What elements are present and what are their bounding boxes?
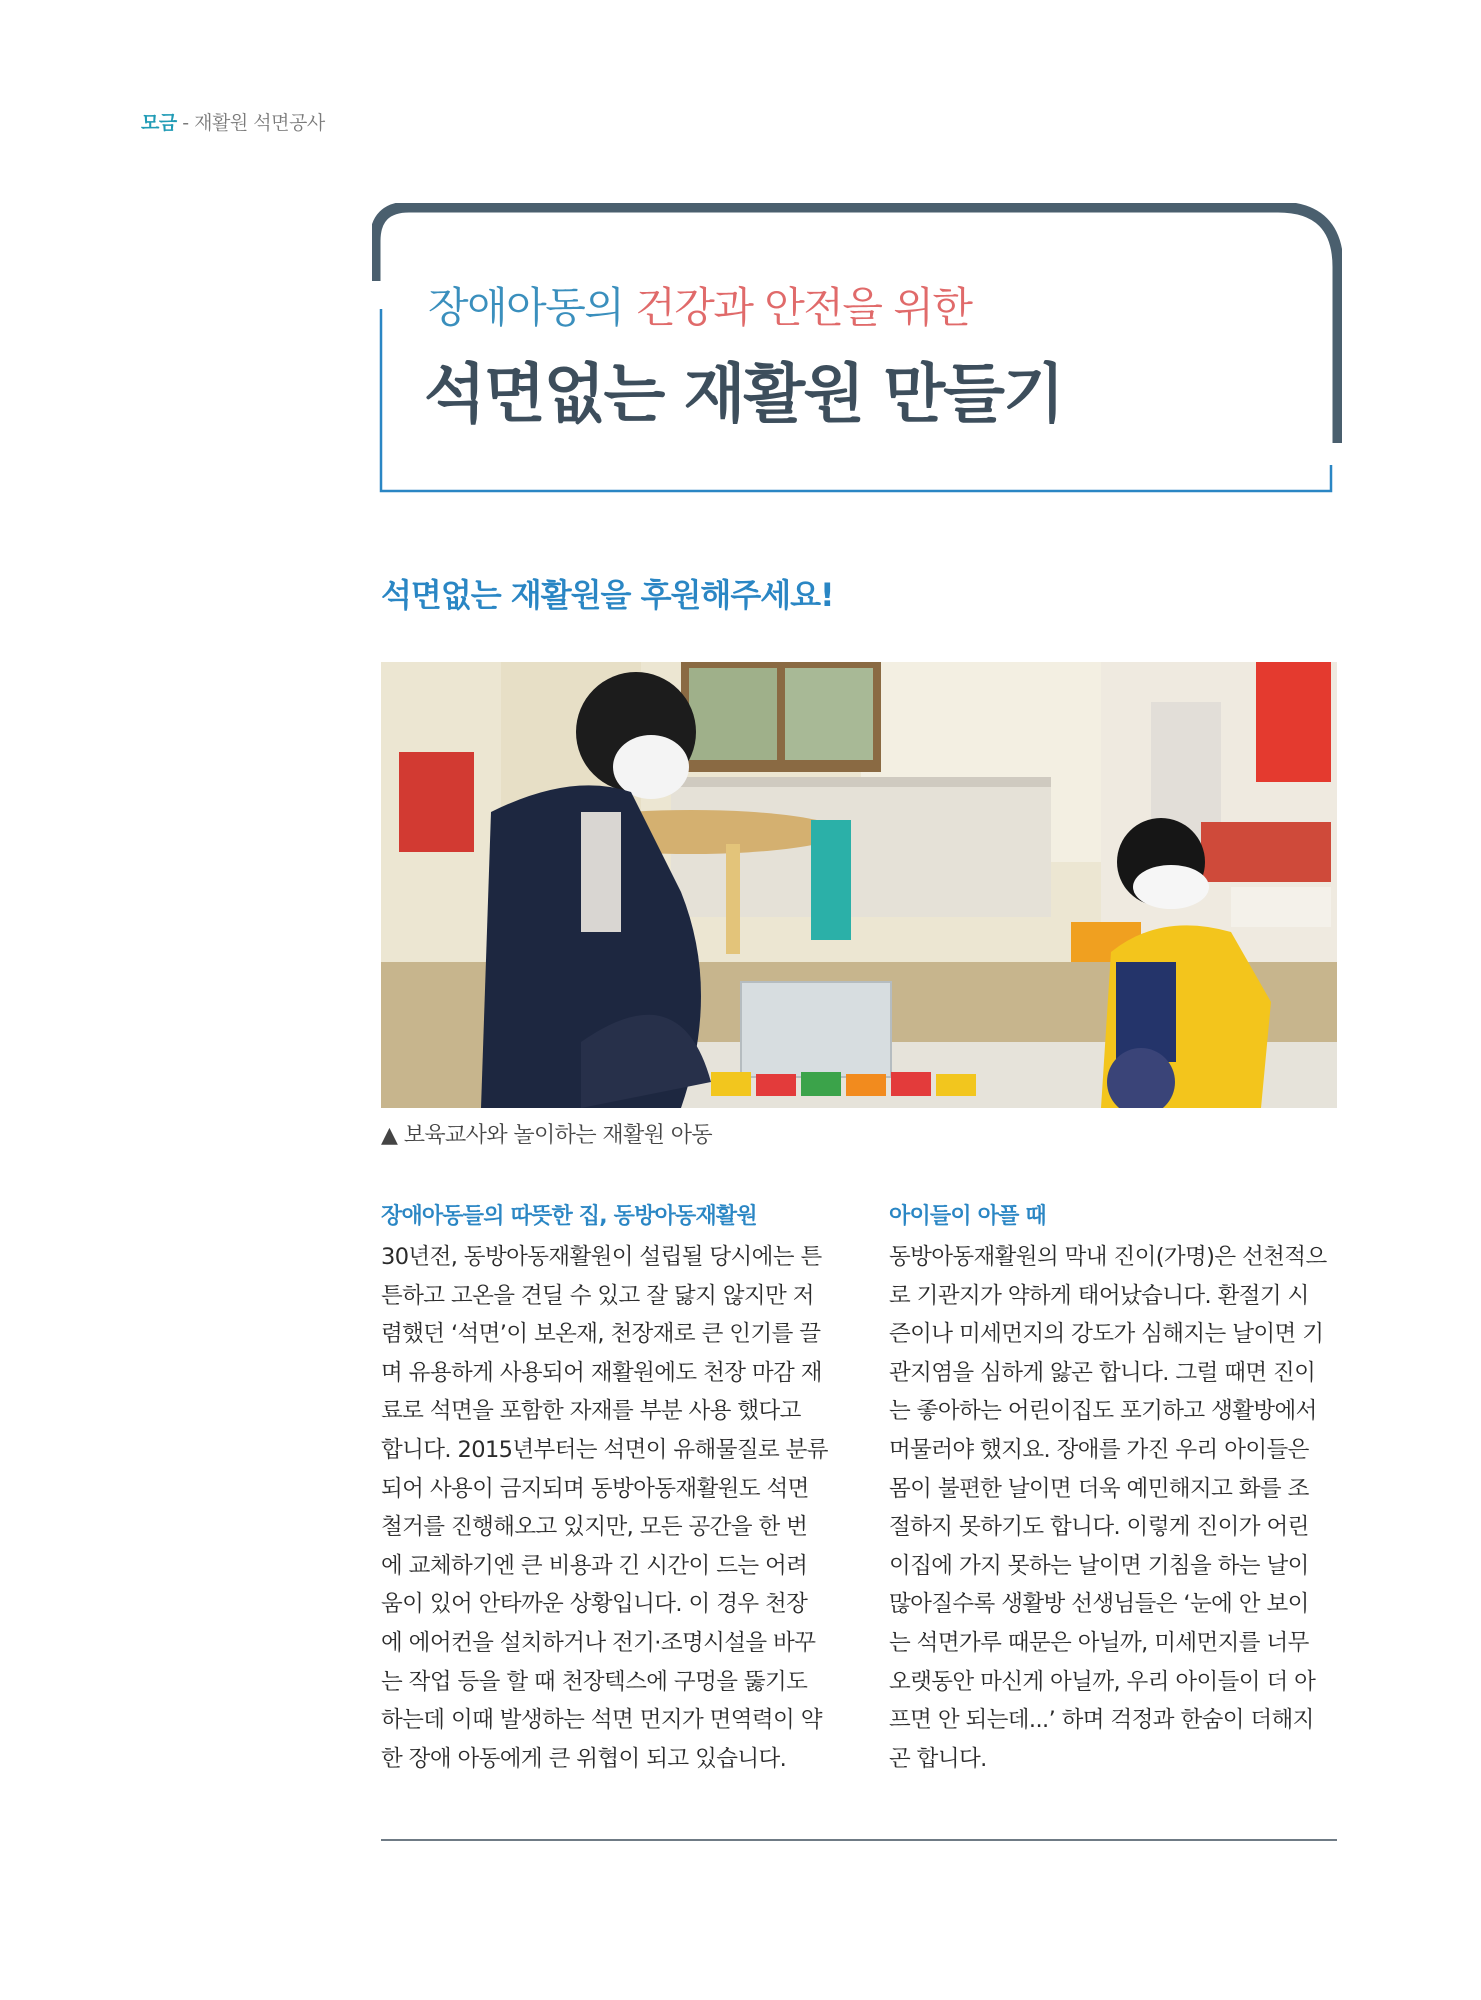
text-line: 료로 석면을 포함한 자재를 부분 사용 했다고 [381,1398,801,1425]
text-line: 즌이나 미세먼지의 강도가 심해지는 날이면 기 [889,1321,1324,1348]
text-line: 렴했던 ‘석면’이 보온재, 천장재로 큰 인기를 끌 [381,1321,821,1348]
title-box [372,203,1342,503]
photo-illustration [381,662,1337,1108]
headline: 석면없는 재활원을 후원해주세요! [381,576,834,614]
text-line: 는 좋아하는 어린이집도 포기하고 생활방에서 [889,1398,1317,1425]
text-line: 튼하고 고온을 견딜 수 있고 잘 닳지 않지만 저 [381,1282,814,1309]
right-column [889,1202,1337,1778]
text-line: 는 석면가루 때문은 아닐까, 미세먼지를 너무 [889,1629,1309,1656]
left-column [381,1202,829,1778]
page-title: 석면없는 재활원 만들기 [424,358,1063,432]
subtitle-part2: 건강과 안전을 위한 [635,283,972,332]
text-line: 몸이 불편한 날이면 더욱 예민해지고 화를 조 [889,1475,1309,1502]
text-line: 동방아동재활원의 막내 진이(가명)은 선천적으 [889,1244,1327,1270]
left-column-body [381,1238,829,1778]
text-line: 합니다. 2015년부터는 석면이 유해물질로 분류 [381,1436,828,1463]
left-column-heading: 장애아동들의 따뜻한 집, 동방아동재활원 [381,1204,757,1229]
text-line: 며 유용하게 사용되어 재활원에도 천장 마감 재 [381,1359,822,1386]
title-subtitle [428,275,972,335]
text-line: 철거를 진행해오고 있지만, 모든 공간을 한 번 [381,1514,808,1541]
text-line: 에 에어컨을 설치하거나 전기·조명시설을 바꾸 [381,1629,816,1656]
right-column-body [889,1238,1337,1778]
breadcrumb-separator: - [176,112,195,134]
text-line: 하는데 이때 발생하는 석면 먼지가 면역력이 약 [381,1707,822,1734]
bottom-divider [381,1839,1337,1841]
text-line: 곤 합니다. [889,1745,987,1772]
breadcrumb-section: 모금 [141,112,177,134]
text-line: 관지염을 심하게 앓곤 합니다. 그럴 때면 진이 [889,1359,1316,1386]
breadcrumb [141,108,325,135]
text-line: 절하지 못하기도 합니다. 이렇게 진이가 어린 [889,1514,1309,1541]
text-line: 머물러야 했지요. 장애를 가진 우리 아이들은 [889,1436,1309,1463]
text-line: 오랫동안 마신게 아닐까, 우리 아이들이 더 아 [889,1668,1316,1695]
photo-caption: ▲ 보육교사와 놀이하는 재활원 아동 [381,1123,713,1148]
text-line: 30년전, 동방아동재활원이 설립될 당시에는 튼 [381,1244,822,1270]
text-line: 되어 사용이 금지되며 동방아동재활원도 석면 [381,1475,809,1502]
article-photo [381,662,1337,1108]
subtitle-part1: 장애아동의 [428,283,636,332]
text-line: 움이 있어 안타까운 상황입니다. 이 경우 천장 [381,1591,808,1618]
text-line: 로 기관지가 약하게 태어났습니다. 환절기 시 [889,1282,1309,1309]
breadcrumb-page: 재활원 석면공사 [194,112,325,134]
text-line: 많아질수록 생활방 선생님들은 ‘눈에 안 보이 [889,1591,1309,1618]
text-line: 에 교체하기엔 큰 비용과 긴 시간이 드는 어려 [381,1552,808,1579]
right-column-heading: 아이들이 아플 때 [889,1204,1046,1229]
text-line: 는 작업 등을 할 때 천장텍스에 구멍을 뚫기도 [381,1668,808,1695]
text-line: 이집에 가지 못하는 날이면 기침을 하는 날이 [889,1552,1309,1579]
text-line: 프면 안 되는데...’ 하며 걱정과 한숨이 더해지 [889,1707,1314,1734]
text-line: 한 장애 아동에게 큰 위협이 되고 있습니다. [381,1745,787,1772]
